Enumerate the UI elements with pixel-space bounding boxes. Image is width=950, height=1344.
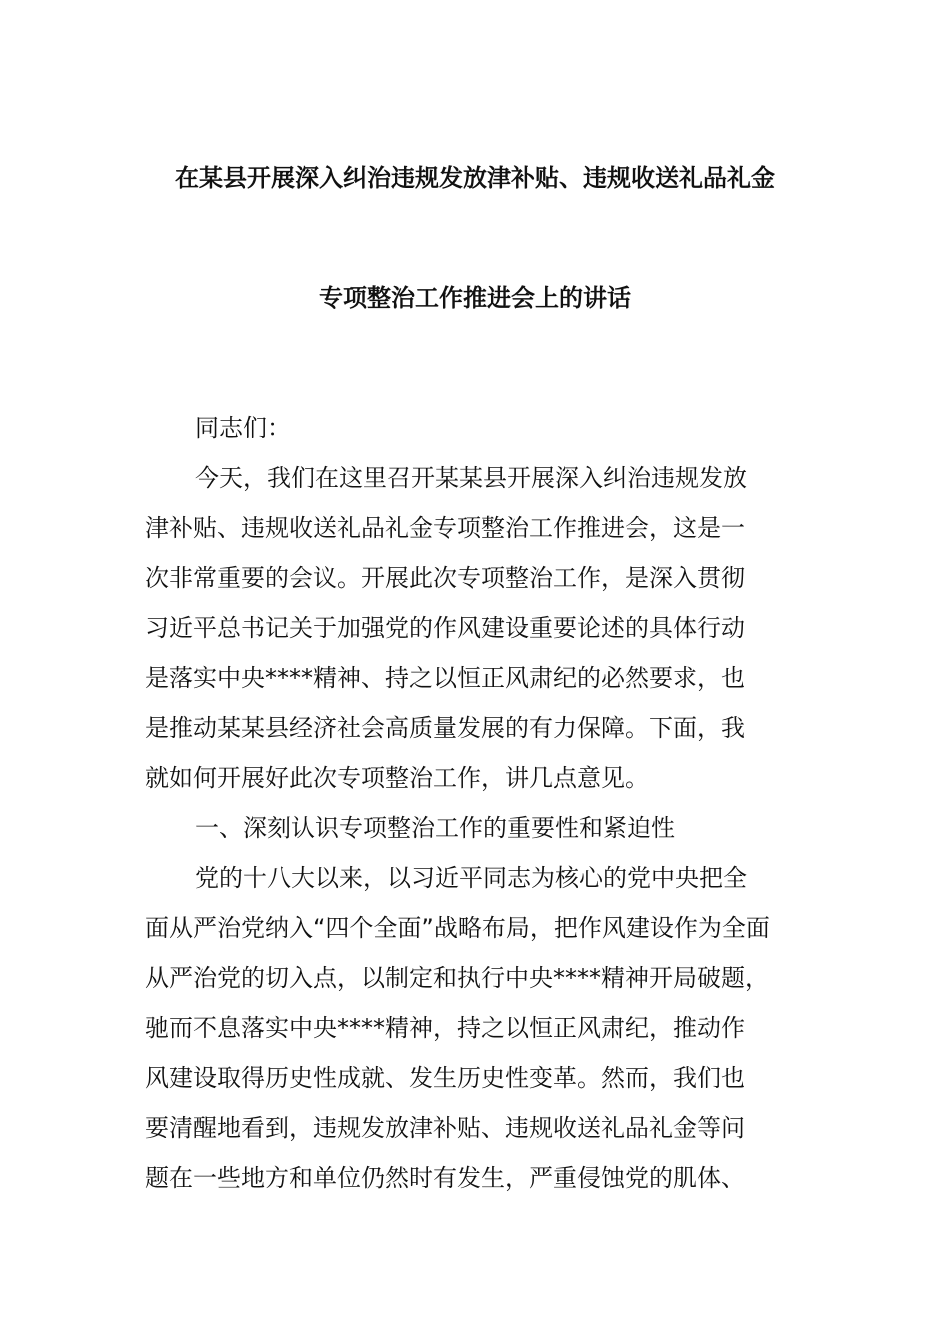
paragraph-line: 今天，我们在这里召开某某县开展深入纠治违规发放 [195,464,747,492]
paragraph-line: 面从严治党纳入“四个全面”战略布局，把作风建设作为全面 [145,914,770,942]
paragraph-line: 津补贴、违规收送礼品礼金专项整治工作推进会，这是一 [145,514,745,542]
speech-body [145,403,845,1203]
title-line-2: 专项整治工作推进会上的讲话 [319,284,631,312]
paragraph-line: 题在一些地方和单位仍然时有发生，严重侵蚀党的肌体、 [145,1164,745,1192]
paragraph-line: 是推动某某县经济社会高质量发展的有力保障。下面，我 [145,714,745,742]
paragraph-line: 从严治党的切入点，以制定和执行中央****精神开局破题， [145,964,769,992]
paragraph-line: 习近平总书记关于加强党的作风建设重要论述的具体行动 [145,614,745,642]
paragraph-line: 次非常重要的会议。开展此次专项整治工作，是深入贯彻 [145,564,745,592]
salutation: 同志们： [195,414,291,442]
paragraph-line: 党的十八大以来，以习近平同志为核心的党中央把全 [195,864,747,892]
paragraph-line: 驰而不息落实中央****精神，持之以恒正风肃纪，推动作 [145,1014,745,1042]
section-heading: 一、深刻认识专项整治工作的重要性和紧迫性 [195,814,675,842]
paragraph-line: 风建设取得历史性成就、发生历史性变革。然而，我们也 [145,1064,745,1092]
title-line-1: 在某县开展深入纠治违规发放津补贴、违规收送礼品礼金 [175,164,775,192]
paragraph-line: 就如何开展好此次专项整治工作，讲几点意见。 [145,764,649,792]
paragraph-line: 是落实中央****精神、持之以恒正风肃纪的必然要求，也 [145,664,745,692]
paragraph-line: 要清醒地看到，违规发放津补贴、违规收送礼品礼金等问 [145,1114,745,1142]
